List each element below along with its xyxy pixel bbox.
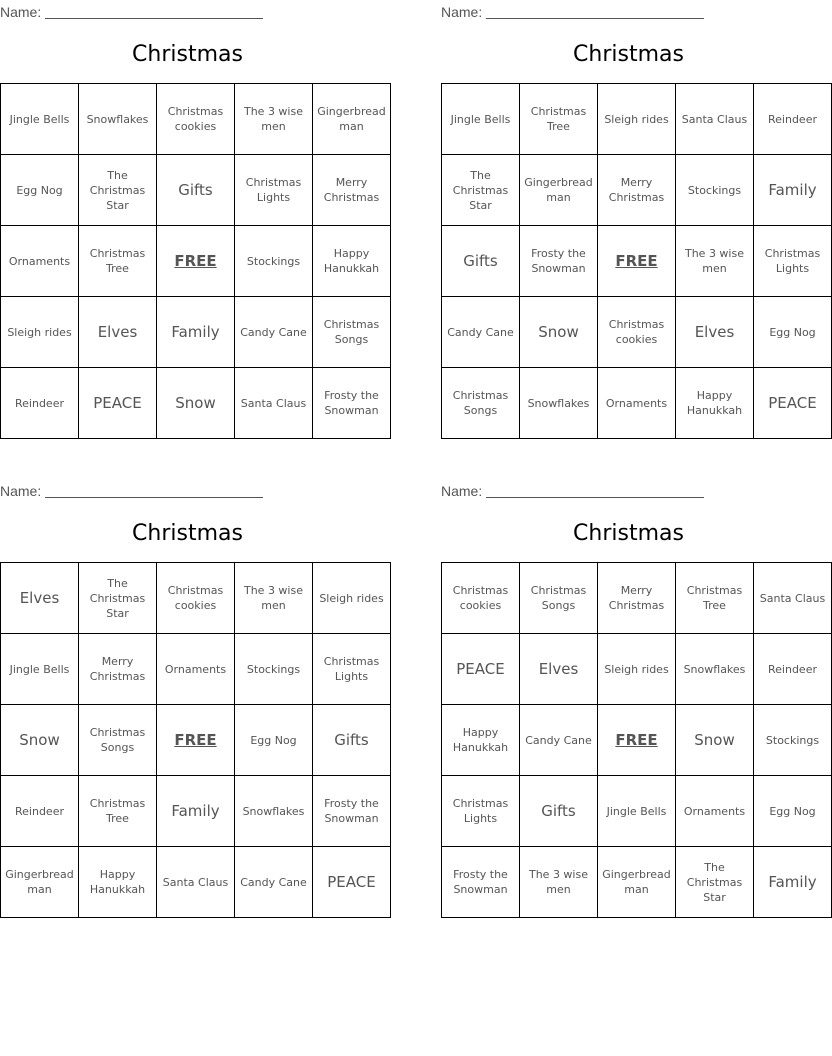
- bingo-cell: Egg Nog: [1, 155, 79, 226]
- free-space-cell: FREE: [598, 226, 676, 297]
- bingo-cell: PEACE: [442, 634, 520, 705]
- bingo-cell: PEACE: [313, 847, 391, 918]
- bingo-cell: Egg Nog: [754, 297, 832, 368]
- bingo-grid: [0, 83, 391, 439]
- name-field-row: [441, 2, 704, 20]
- bingo-row: [1, 297, 391, 368]
- name-field-row: [0, 2, 263, 20]
- bingo-row: [1, 155, 391, 226]
- name-blank-line: [486, 4, 704, 19]
- bingo-grid: [441, 83, 832, 439]
- bingo-cell: Family: [754, 155, 832, 226]
- bingo-cell: Stockings: [235, 226, 313, 297]
- bingo-row: [1, 847, 391, 918]
- card-title: Christmas: [573, 521, 684, 546]
- bingo-cell: Ornaments: [676, 776, 754, 847]
- bingo-cell: Reindeer: [754, 84, 832, 155]
- bingo-cell: Gingerbread man: [1, 847, 79, 918]
- bingo-cell: Family: [157, 776, 235, 847]
- bingo-row: [1, 84, 391, 155]
- bingo-row: [442, 776, 832, 847]
- name-blank-line: [486, 483, 704, 498]
- bingo-cell: Gingerbread man: [598, 847, 676, 918]
- bingo-cell: Snow: [157, 368, 235, 439]
- name-label: Name:: [0, 4, 42, 20]
- bingo-cell: Christmas Songs: [442, 368, 520, 439]
- bingo-grid: [0, 562, 391, 918]
- bingo-cell: The Christmas Star: [442, 155, 520, 226]
- bingo-cell: Merry Christmas: [598, 563, 676, 634]
- bingo-row: [1, 226, 391, 297]
- name-field-row: [441, 481, 704, 499]
- bingo-grid: [441, 562, 832, 918]
- bingo-cell: Candy Cane: [442, 297, 520, 368]
- bingo-cell: Christmas Lights: [313, 634, 391, 705]
- bingo-cell: Christmas Tree: [79, 776, 157, 847]
- bingo-cell: Christmas cookies: [598, 297, 676, 368]
- bingo-row: [442, 297, 832, 368]
- bingo-cell: Christmas Songs: [520, 563, 598, 634]
- bingo-row: [1, 634, 391, 705]
- bingo-cell: Christmas cookies: [157, 84, 235, 155]
- bingo-cell: Snow: [676, 705, 754, 776]
- bingo-cell: Gingerbread man: [520, 155, 598, 226]
- bingo-cell: The 3 wise men: [520, 847, 598, 918]
- bingo-cell: The 3 wise men: [235, 563, 313, 634]
- bingo-cell: Candy Cane: [235, 847, 313, 918]
- bingo-cell: Snowflakes: [235, 776, 313, 847]
- bingo-cell: The 3 wise men: [235, 84, 313, 155]
- bingo-cell: Christmas Songs: [313, 297, 391, 368]
- bingo-row: [1, 705, 391, 776]
- bingo-cell: Happy Hanukkah: [313, 226, 391, 297]
- bingo-cell: Santa Claus: [235, 368, 313, 439]
- bingo-cell: Candy Cane: [235, 297, 313, 368]
- bingo-row: [442, 368, 832, 439]
- name-field-row: [0, 481, 263, 499]
- bingo-cell: Christmas Lights: [442, 776, 520, 847]
- bingo-row: [442, 226, 832, 297]
- bingo-cell: Elves: [79, 297, 157, 368]
- bingo-cell: Jingle Bells: [598, 776, 676, 847]
- bingo-cell: Family: [754, 847, 832, 918]
- bingo-cell: The 3 wise men: [676, 226, 754, 297]
- bingo-cell: Santa Claus: [157, 847, 235, 918]
- bingo-cell: Reindeer: [1, 776, 79, 847]
- bingo-cell: Sleigh rides: [598, 84, 676, 155]
- bingo-row: [442, 563, 832, 634]
- free-space-cell: FREE: [157, 226, 235, 297]
- bingo-cell: Family: [157, 297, 235, 368]
- bingo-cell: Merry Christmas: [598, 155, 676, 226]
- bingo-row: [442, 847, 832, 918]
- bingo-cell: Happy Hanukkah: [676, 368, 754, 439]
- free-space-cell: FREE: [598, 705, 676, 776]
- name-blank-line: [45, 4, 263, 19]
- bingo-cell: Elves: [520, 634, 598, 705]
- bingo-cell: Frosty the Snowman: [520, 226, 598, 297]
- bingo-cell: Gingerbread man: [313, 84, 391, 155]
- bingo-row: [442, 155, 832, 226]
- bingo-cell: Candy Cane: [520, 705, 598, 776]
- bingo-cell: Snow: [1, 705, 79, 776]
- bingo-cell: Merry Christmas: [313, 155, 391, 226]
- bingo-cell: Christmas cookies: [442, 563, 520, 634]
- name-label: Name:: [0, 483, 42, 499]
- bingo-cell: Snowflakes: [79, 84, 157, 155]
- bingo-cell: Gifts: [442, 226, 520, 297]
- card-title: Christmas: [573, 42, 684, 67]
- bingo-cell: Ornaments: [1, 226, 79, 297]
- bingo-cell: Stockings: [676, 155, 754, 226]
- bingo-cell: Egg Nog: [235, 705, 313, 776]
- bingo-cell: Christmas Songs: [79, 705, 157, 776]
- bingo-row: [1, 776, 391, 847]
- bingo-cell: Stockings: [754, 705, 832, 776]
- name-blank-line: [45, 483, 263, 498]
- bingo-cell: Christmas Lights: [235, 155, 313, 226]
- bingo-cell: Santa Claus: [754, 563, 832, 634]
- bingo-cell: Christmas Lights: [754, 226, 832, 297]
- bingo-cell: Christmas Tree: [676, 563, 754, 634]
- name-label: Name:: [441, 483, 483, 499]
- bingo-row: [442, 634, 832, 705]
- bingo-cell: Santa Claus: [676, 84, 754, 155]
- card-title: Christmas: [132, 42, 243, 67]
- bingo-cell: Snowflakes: [676, 634, 754, 705]
- bingo-cell: Reindeer: [754, 634, 832, 705]
- bingo-row: [442, 84, 832, 155]
- bingo-cell: Elves: [676, 297, 754, 368]
- bingo-cell: Jingle Bells: [1, 634, 79, 705]
- bingo-row: [1, 368, 391, 439]
- card-title: Christmas: [132, 521, 243, 546]
- name-label: Name:: [441, 4, 483, 20]
- bingo-cell: Sleigh rides: [313, 563, 391, 634]
- bingo-cell: Stockings: [235, 634, 313, 705]
- bingo-cell: Frosty the Snowman: [313, 368, 391, 439]
- bingo-cell: Gifts: [313, 705, 391, 776]
- bingo-cell: Christmas Tree: [79, 226, 157, 297]
- bingo-cell: Ornaments: [157, 634, 235, 705]
- bingo-cell: Sleigh rides: [1, 297, 79, 368]
- bingo-cell: Snow: [520, 297, 598, 368]
- bingo-cell: Reindeer: [1, 368, 79, 439]
- bingo-cell: PEACE: [754, 368, 832, 439]
- bingo-cell: Gifts: [520, 776, 598, 847]
- bingo-cell: Frosty the Snowman: [313, 776, 391, 847]
- bingo-cell: Christmas Tree: [520, 84, 598, 155]
- bingo-cell: The Christmas Star: [676, 847, 754, 918]
- bingo-cell: Christmas cookies: [157, 563, 235, 634]
- bingo-cell: PEACE: [79, 368, 157, 439]
- bingo-cell: Ornaments: [598, 368, 676, 439]
- free-space-cell: FREE: [157, 705, 235, 776]
- bingo-cell: The Christmas Star: [79, 155, 157, 226]
- bingo-cell: Egg Nog: [754, 776, 832, 847]
- bingo-cell: Happy Hanukkah: [79, 847, 157, 918]
- bingo-cell: Gifts: [157, 155, 235, 226]
- bingo-cell: The Christmas Star: [79, 563, 157, 634]
- bingo-cell: Snowflakes: [520, 368, 598, 439]
- bingo-cell: Sleigh rides: [598, 634, 676, 705]
- bingo-cell: Jingle Bells: [442, 84, 520, 155]
- bingo-cell: Frosty the Snowman: [442, 847, 520, 918]
- bingo-cell: Jingle Bells: [1, 84, 79, 155]
- bingo-cell: Merry Christmas: [79, 634, 157, 705]
- bingo-cell: Elves: [1, 563, 79, 634]
- bingo-row: [1, 563, 391, 634]
- bingo-row: [442, 705, 832, 776]
- bingo-cell: Happy Hanukkah: [442, 705, 520, 776]
